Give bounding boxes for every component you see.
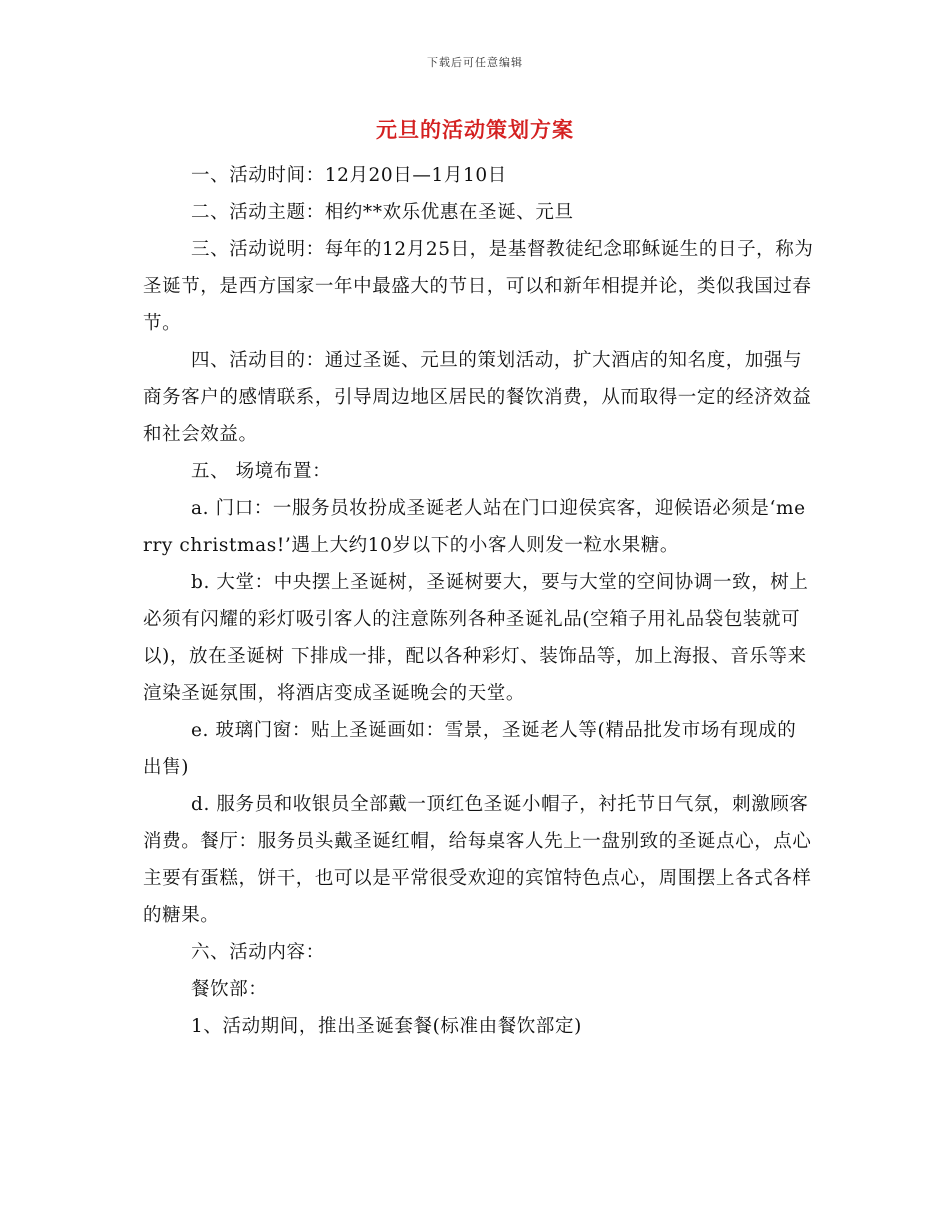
paragraph-venue-layout: 五、 场境布置：	[191, 461, 332, 482]
document-body	[143, 157, 815, 1045]
paragraph-activity-description: 三、活动说明：每年的12月25日，是基督教徒纪念耶稣诞生的日子，称为圣诞节，是西方国家一年中最盛大的节日，可以和新年相提并论，类似我国过春节。	[143, 239, 814, 334]
paragraph-lobby: b. 大堂：中央摆上圣诞树，圣诞树要大，要与大堂的空间协调一致，树上必须有闪耀的彩灯吸引客人的注意陈列各种圣诞礼品(空箱子用礼品袋包装就可以)，放在圣诞树 下排成一排，配以各种彩灯、装饰品等，加上海报、音乐等来渲染圣诞氛围，将酒店变成圣诞晚会的天堂。	[143, 572, 809, 704]
paragraph-glass-windows: e. 玻璃门窗：贴上圣诞画如：雪景，圣诞老人等(精品批发市场有现成的出售)	[143, 720, 797, 778]
paragraph-activity-content: 六、活动内容：	[191, 942, 325, 963]
paragraph-activity-theme: 二、活动主题：相约**欢乐优惠在圣诞、元旦	[191, 202, 574, 223]
paragraph-activity-purpose: 四、活动目的：通过圣诞、元旦的策划活动，扩大酒店的知名度，加强与商务客户的感情联系，引导周边地区居民的餐饮消费，从而取得一定的经济效益和社会效益。	[143, 350, 812, 445]
header-note: 下载后可任意编辑	[427, 56, 523, 69]
paragraph-staff-hats: d. 服务员和收银员全部戴一顶红色圣诞小帽子，衬托节日气氛，刺激顾客消费。餐厅：服务员头戴圣诞红帽，给每桌客人先上一盘别致的圣诞点心，点心主要有蛋糕，饼干，也可以是平常很受欢迎的宾馆特色点心，周围摆上各式各样的糖果。	[143, 794, 812, 926]
paragraph-christmas-set-meal: 1、活动期间，推出圣诞套餐(标准由餐饮部定)	[191, 1016, 582, 1037]
paragraph-entrance: a. 门口：一服务员妆扮成圣诞老人站在门口迎侯宾客，迎候语必须是‘merry christmas!’遇上大约10岁以下的小客人则发一粒水果糖。	[143, 498, 806, 556]
document-title: 元旦的活动策划方案	[376, 117, 574, 142]
paragraph-activity-time: 一、活动时间：12月20日—1月10日	[191, 165, 507, 186]
paragraph-dining-department: 餐饮部：	[191, 979, 268, 1000]
